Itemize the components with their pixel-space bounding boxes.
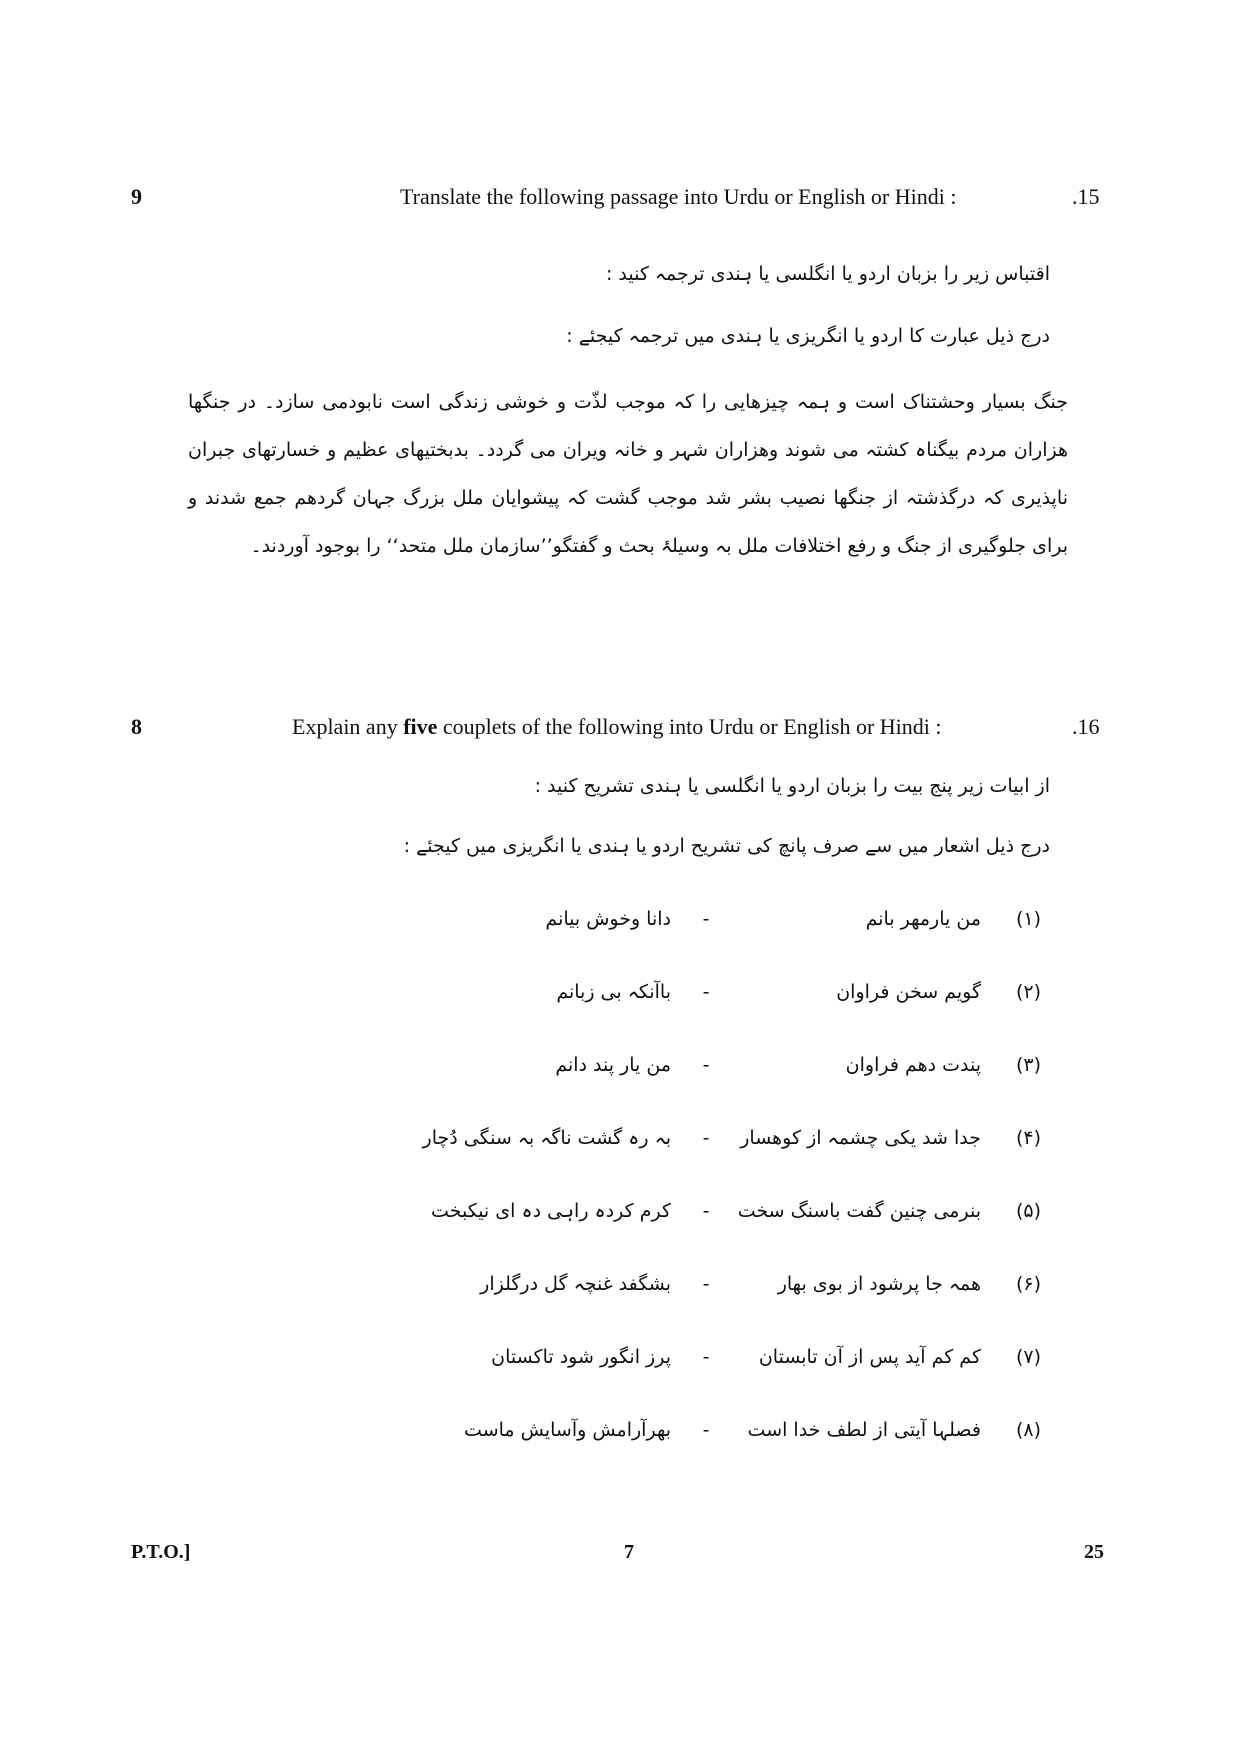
couplet-first-line: فصلہا آیتی از لطف خدا است [747, 1419, 981, 1441]
footer-paper-code: 25 [1084, 1541, 1104, 1563]
q15-urdu-instruction: درج ذیل عبارت کا اردو یا انگریزی یا ہندی میں ترجمہ کیجئے : [566, 325, 1050, 347]
couplet-number: (۲) [1015, 981, 1041, 1003]
q16-english-pre: Explain any [292, 714, 404, 739]
couplet-dash: - [702, 1273, 710, 1295]
q16-english-instruction [292, 714, 942, 740]
couplet-first-line: بنرمی چنین گفت باسنگ سخت [737, 1200, 981, 1222]
couplet-row [321, 908, 1041, 944]
couplet-second-line: بشگفد غنچہ گل درگلزار [480, 1273, 671, 1295]
q15-number: .15 [1072, 184, 1100, 209]
couplet-number: (۸) [1015, 1419, 1041, 1441]
q16-urdu-instruction: درج ذیل اشعار میں سے صرف پانچ کی تشریح اردو یا ہندی یا انگریزی میں کیجئے : [403, 835, 1050, 857]
couplet-row [321, 1200, 1041, 1236]
couplet-dash: - [702, 981, 710, 1003]
footer-page-number: 7 [624, 1541, 634, 1563]
couplet-row [321, 981, 1041, 1017]
couplet-dash: - [702, 908, 710, 930]
couplet-first-line: پندت دھم فراوان [845, 1054, 981, 1076]
couplet-second-line: بہ رہ گشت ناگہ بہ سنگی دُچار [422, 1127, 671, 1149]
q16-english-bold: five [403, 714, 438, 739]
couplet-first-line: ھمہ جا پرشود از بوی بھار [777, 1273, 981, 1295]
q15-persian-instruction: اقتباس زیر را بزبان اردو یا انگلسی یا ہندی ترجمہ کنید : [605, 263, 1050, 285]
couplet-first-line: گویم سخن فراوان [836, 981, 981, 1003]
couplet-number: (۵) [1015, 1200, 1041, 1222]
couplet-row [321, 1127, 1041, 1163]
couplet-dash: - [702, 1200, 710, 1222]
q16-persian-instruction: از ابیات زیر پنج بیت را بزبان اردو یا انگلسی یا ہندی تشریح کنید : [534, 775, 1050, 797]
q16-marks: 8 [131, 714, 142, 739]
couplet-second-line: دانا وخوش بیانم [545, 908, 671, 930]
couplet-second-line: کرم کردہ راہی دہ ای نیکبخت [431, 1200, 671, 1222]
couplet-second-line: پرز انگور شود تاکستان [491, 1346, 671, 1368]
couplet-row [321, 1054, 1041, 1090]
q15-english-instruction: Translate the following passage into Urdu or English or Hindi : [400, 184, 957, 209]
couplet-number: (۷) [1015, 1346, 1041, 1368]
couplet-number: (۶) [1015, 1273, 1041, 1295]
q15-passage: جنگ بسیار وحشتناک است و ہمہ چیزھایی را کہ موجب لذّت و خوشی زندگی است نابودمی سازد۔ در جنگھا ھزاران مردم بیگناہ کشتہ می شوند وھزاران شہر و خانہ ویران می گردد۔ بدبختیھای عظیم و خسارتھای جبران ناپذیری کہ درگذشتہ از جنگھا نصیب بشر شد موجب گشت کہ پیشوایان ملل بزرگ جہان گردھم جمع شدند و برای جلوگیری از جنگ و رفع اختلافات ملل بہ وسیلۂ بحث و گفتگو’’سازمان ملل متحد‘‘ را بوجود آوردند۔ [188, 391, 1068, 557]
q16-english-post: couplets of the following into Urdu or English or Hindi : [437, 714, 942, 739]
couplet-first-line: جدا شد یکی چشمہ از کوھسار [740, 1127, 981, 1149]
q16-number: .16 [1072, 714, 1100, 739]
couplet-dash: - [702, 1346, 710, 1368]
q15-marks: 9 [131, 184, 142, 209]
couplet-row [321, 1346, 1041, 1382]
couplet-first-line: کم کم آید پس از آن تابستان [758, 1346, 981, 1368]
couplet-row [321, 1273, 1041, 1309]
footer-pto: P.T.O.] [131, 1541, 191, 1563]
couplet-second-line: باآنکہ بی زبانم [556, 981, 671, 1003]
couplet-row [321, 1419, 1041, 1455]
couplet-second-line: من یار پند دانم [555, 1054, 671, 1076]
couplet-dash: - [702, 1127, 710, 1149]
couplet-dash: - [702, 1419, 710, 1441]
couplet-dash: - [702, 1054, 710, 1076]
couplet-first-line: من یارمھر بانم [865, 908, 981, 930]
couplet-number: (۳) [1015, 1054, 1041, 1076]
couplet-second-line: بھرآرامش وآسایش ماست [464, 1419, 671, 1441]
couplet-number: (۱) [1015, 908, 1041, 930]
couplet-number: (۴) [1015, 1127, 1041, 1149]
